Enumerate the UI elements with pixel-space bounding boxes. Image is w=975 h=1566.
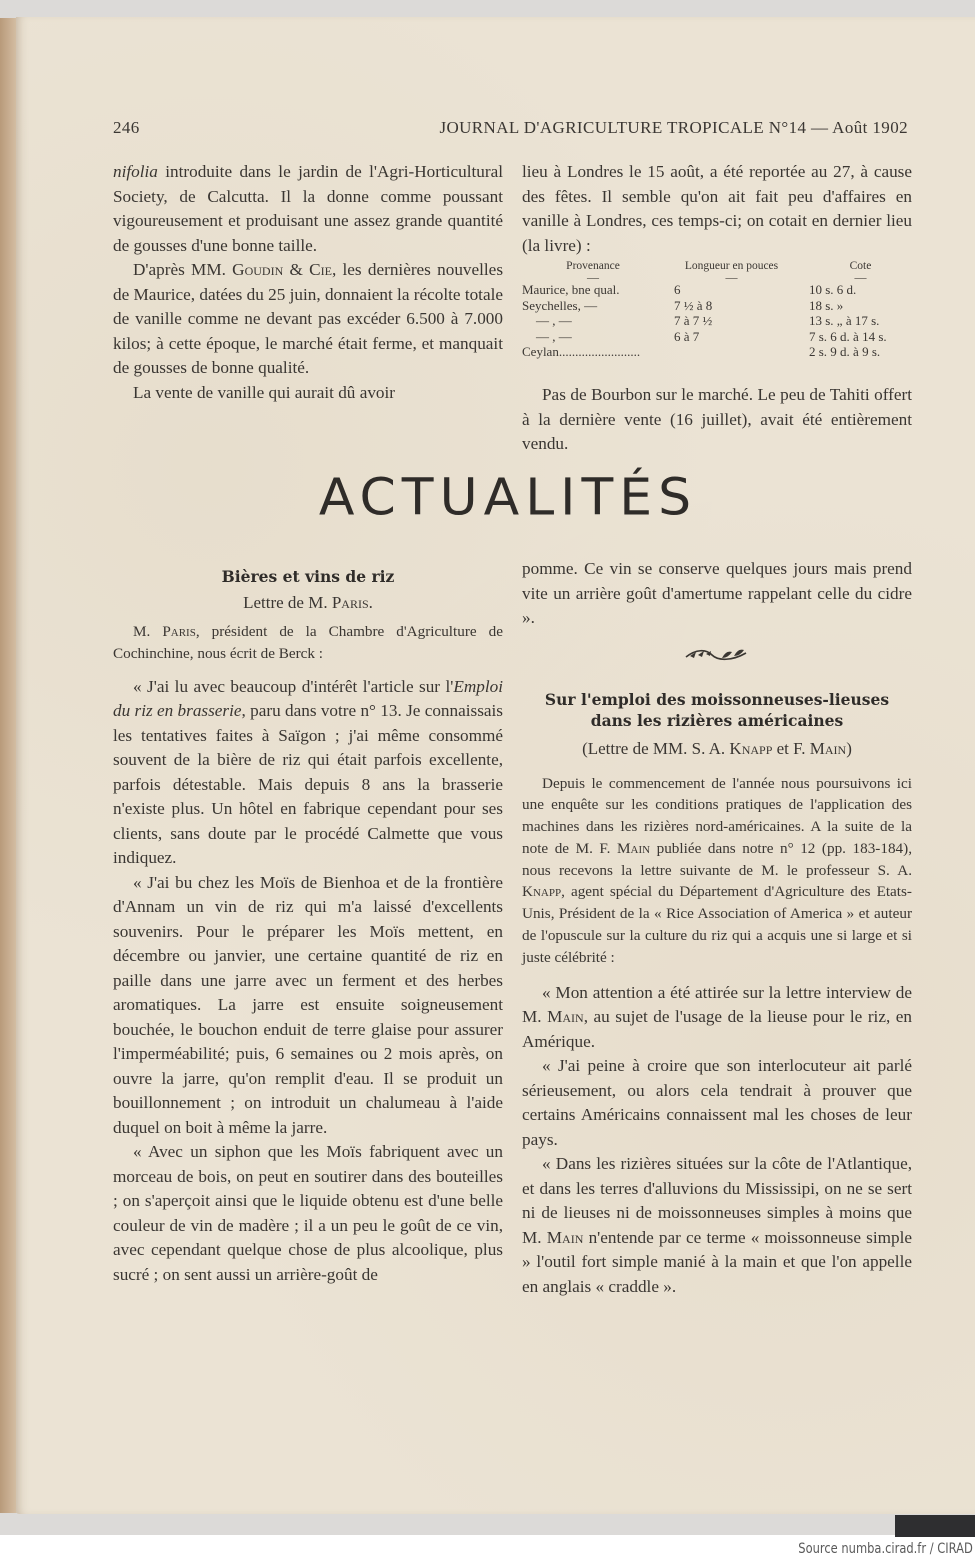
author-name: Main	[546, 1227, 584, 1247]
paragraph-text: D'après MM.	[133, 260, 233, 279]
paragraph-text: , au sujet de l'usage de la lieuse pour le riz, en Amérique.	[522, 1007, 912, 1051]
cell-length: 7 ½ à 8	[674, 297, 713, 313]
paragraph-text: « J'ai lu avec beaucoup d'intérêt l'article sur l'	[133, 676, 454, 696]
paragraph	[113, 160, 503, 258]
cell-length: 6	[674, 282, 681, 297]
article-title: Bières et vins de riz	[221, 567, 395, 586]
subtitle-text: )	[846, 738, 852, 758]
paragraph-text: Depuis le commencement de l'année nous poursuivons ici une enquête sur les conditions pratiques de l'application des machines dans les rizières nord-américaines. A la suite de la note de M. F.	[522, 774, 912, 857]
cell-price: 10 s. 6 d.	[809, 282, 857, 297]
paragraph-text: n'entende par ce terme « moissonneuse simple » l'outil fort simple manié à la main et que l'on appelle en anglais « craddle ».	[522, 1227, 912, 1296]
author-name: Main	[547, 1007, 584, 1027]
paragraph-text: , paru dans votre n° 13. Je connaissais les tentatives faites à Saïgon ; j'ai même consommé souvent de la bière de riz qui était parfois excellente, parfois détestable. Mais depuis 8 ans la brasserie n'existe plus. Un hôtel en fabrique cependant pour ses clients, sans doute par le procédé Calmette que vous indiquez.	[113, 701, 503, 868]
cell-provenance: Maurice, bne qual.	[522, 282, 620, 297]
vanilla-price-table	[522, 261, 912, 360]
column-header: Longueur en pouces —	[684, 260, 779, 284]
paragraph: La vente de vanille qui aurait dû avoir	[133, 382, 396, 402]
cell-provenance: Seychelles, —	[522, 297, 598, 313]
price-table	[522, 261, 912, 360]
paragraph-text: introduite dans le jardin de l'Agri-Horticultural Society, de Calcutta. Il la donne comme poussant vigoureusement et produisant une assez grande quantité de gousses d'une bonne taille.	[113, 162, 503, 255]
subtitle-text: (Lettre de MM. S. A.	[582, 738, 730, 758]
article-subtitle	[113, 591, 503, 615]
paragraph-text: publiée dans notre n° 12 (pp. 183-184), nous recevons la lettre suivante de M. le professeur S. A.	[522, 839, 912, 879]
table-row	[522, 329, 912, 345]
italic-term: nifolia	[113, 162, 158, 181]
table-row	[522, 313, 912, 329]
subtitle-text: et F.	[772, 738, 810, 758]
journal-title: JOURNAL D'AGRICULTURE TROPICALE N°14 — Août 1902	[439, 118, 908, 137]
page-number: 246	[113, 118, 140, 137]
paragraph: lieu à Londres le 15 août, a été reportée au 27, à cause des fêtes. Il semble qu'on ait fait peu d'affaires en vanille à Londres, ces temps-ci; on cotait en dernier lieu (la livre) :	[522, 162, 912, 255]
header-label: Cote	[849, 260, 872, 272]
article-title-line1: Sur l'emploi des moissonneuses-lieuses	[544, 689, 890, 709]
paragraph: « Avec un siphon que les Moïs fabriquent avec un morceau de bois, on peut en soutirer dans des bouteilles ; on s'aperçoit ainsi que le liquide obtenu est d'une belle couleur de vin de madère ; il a un peu le goût de ce vin, avec cependant quelque chose de plus alcoolique, plus sucré ; on sent aussi un arrière-goût de	[113, 1142, 503, 1284]
column-header: Provenance —	[566, 260, 620, 284]
paragraph-text: M.	[133, 623, 163, 640]
top-right-closing	[522, 383, 912, 457]
top-right-column	[522, 160, 912, 258]
paragraph	[113, 621, 503, 665]
paragraph	[522, 773, 912, 969]
paragraph: Pas de Bourbon sur le marché. Le peu de Tahiti offert à la dernière vente (16 juillet), avait été entièrement vendu.	[522, 385, 912, 453]
cell-provenance: — , —	[536, 313, 572, 328]
article-rice-beer	[113, 566, 503, 1287]
italic-title: Emploi du riz en brasserie	[113, 676, 503, 721]
cell-price: 13 s. „ à 17 s.	[809, 313, 880, 328]
paragraph-text: , agent spécial du Département d'Agriculture des Etats-Unis, Président de la « Rice Association of America » et auteur de l'opuscule sur la culture du riz qui a acquis une si large et si juste célébrité :	[522, 883, 912, 966]
paragraph	[522, 981, 912, 1055]
column-header: Cote —	[849, 260, 872, 284]
top-left-column	[113, 160, 503, 405]
cell-price: 18 s. »	[809, 297, 844, 313]
article-subtitle	[522, 737, 912, 761]
header-label: Provenance	[566, 260, 620, 272]
paragraph-text: « Dans les rizières situées sur la côte de l'Atlantique, et dans les terres d'alluvions du Mississipi, on ne se sert ni de lieuses ni de moissonneuses simples à moins que M.	[522, 1154, 912, 1247]
header-label: Longueur en pouces	[684, 260, 779, 272]
subtitle-text: Lettre de M.	[243, 593, 332, 612]
cell-length: 6 à 7	[674, 328, 700, 344]
section-heading: ACTUALITÉS	[318, 468, 698, 528]
company-name: Goudin & Cie	[232, 260, 332, 279]
author-name: Knapp	[522, 883, 562, 901]
paragraph	[522, 1152, 912, 1299]
paragraph-text: , les dernières nouvelles de Maurice, datées du 25 juin, donnaient la récolte totale de vanille comme ne devant pas excéder 6.500 à 7.000 kilos; à cette époque, le marché était ferme, et manquait de gousses de bonne qualité.	[113, 260, 504, 377]
leaf-vignette-icon	[522, 645, 912, 671]
source-credit: Source numba.cirad.fr / CIRAD	[798, 1541, 973, 1557]
article-title-line2: dans les rizières américaines	[590, 710, 844, 730]
author-name: Paris	[331, 593, 369, 612]
paragraph-text: , président de la Chambre d'Agriculture de Cochinchine, nous écrit de Berck :	[113, 623, 503, 662]
table-row	[522, 298, 912, 314]
author-name: Paris	[162, 623, 196, 640]
paragraph-text: « Mon attention a été attirée sur la lettre interview de M.	[522, 982, 912, 1027]
author-name: Main	[617, 839, 651, 857]
cell-price: 7 s. 6 d. à 14 s.	[809, 328, 887, 344]
paragraph: pomme. Ce vin se conserve quelques jours mais prend vite un arrière goût d'amertume rappelant celle du cidre ».	[522, 559, 912, 627]
scan-dark-corner	[895, 1515, 975, 1537]
table-row	[522, 282, 912, 298]
table-row	[522, 344, 912, 360]
author-name: Main	[809, 738, 847, 758]
paragraph: « J'ai peine à croire que son interlocuteur ait parlé sérieusement, ou alors cela tendrait à prouver que certains Américains connaissent mal les choses de leur pays.	[522, 1056, 912, 1149]
paragraph	[113, 258, 503, 381]
subtitle-text: .	[368, 593, 373, 612]
paragraph: « J'ai bu chez les Moïs de Bienhoa et de la frontière d'Annam un vin de riz qui m'a laissé d'excellents souvenirs. Pour le préparer les Moïs mettent, en décembre ou janvier, une certaine quantité de riz en paille dans une jarre avec un ferment et des herbes aromatiques. La jarre est ensuite soigneusement bouchée, le bouchon enduit de terre glaise pour assurer l'imperméabilité; puis, 6 semaines ou 2 mois après, on ouvre la jarre, qu'on remplit d'eau. Il se produit un bouillonnement ; on introduit un chalumeau à l'aide duquel on boit à même la jarre.	[113, 872, 503, 1137]
cell-provenance: — , —	[536, 328, 572, 344]
bottom-right-column	[522, 557, 912, 1299]
cell-length: 7 à 7 ½	[674, 313, 713, 328]
paragraph	[113, 675, 503, 871]
author-name: Knapp	[729, 738, 773, 758]
cell-provenance: Ceylan.........................	[522, 344, 641, 359]
cell-price: 2 s. 9 d. à 9 s.	[809, 344, 881, 359]
